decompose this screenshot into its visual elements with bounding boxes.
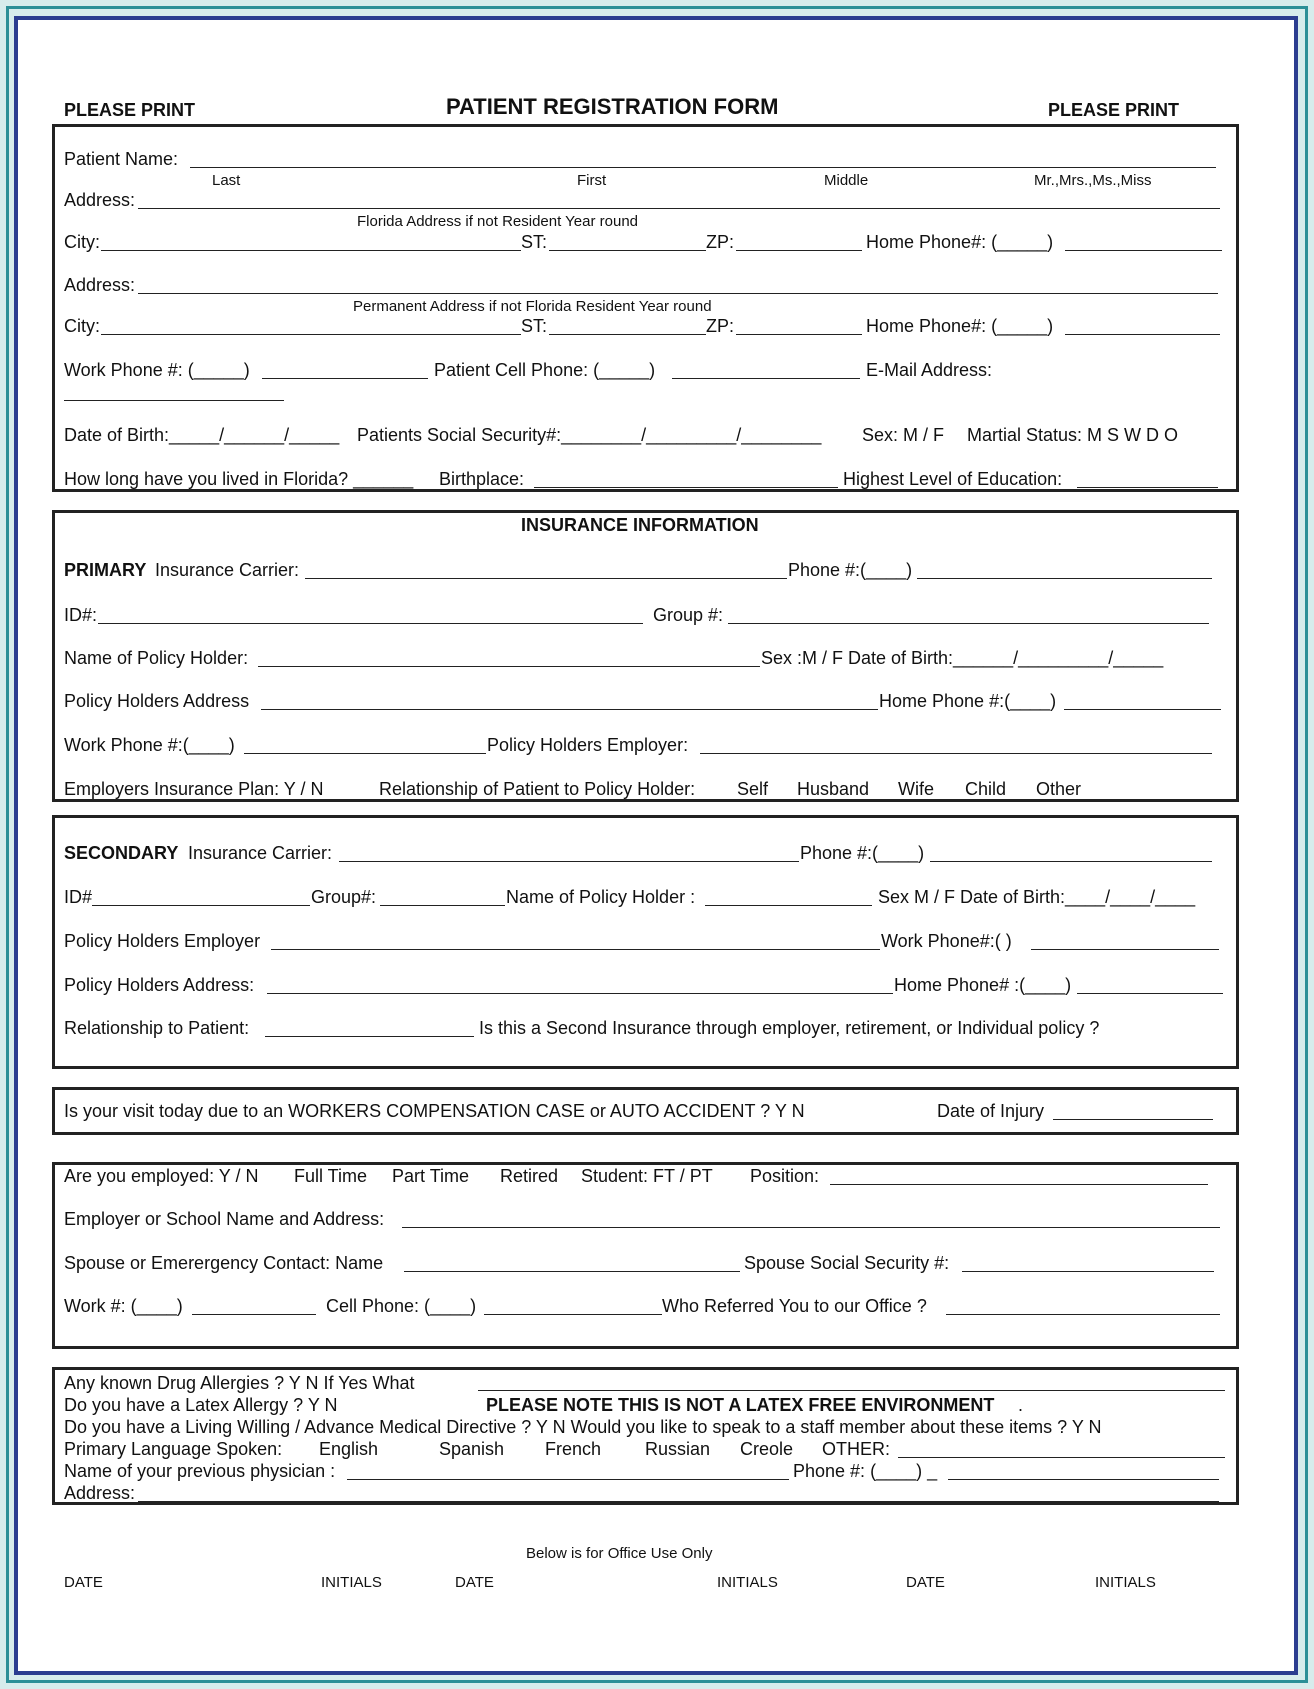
primary-group-field[interactable] [728,623,1209,624]
cell-phone-label: Patient Cell Phone: (_____) [434,360,656,380]
secondary-sex-dob: Sex M / F Date of Birth:____/____/____ [878,887,1196,907]
rel-wife-option[interactable]: Wife [898,779,934,799]
office-date-1: DATE [64,1574,103,1591]
office-use-heading: Below is for Office Use Only [526,1545,713,1562]
holder-home-phone-label: Home Phone #:(____) [879,691,1057,711]
please-print-left: PLEASE PRINT [64,100,196,120]
secondary-holder-label: Name of Policy Holder : [506,887,696,907]
visit-question: Is your visit today due to an WORKERS COMPENSATION CASE or AUTO ACCIDENT ? Y N [64,1101,805,1121]
previous-physician-label: Name of your previous physician : [64,1461,336,1481]
patient-name-label: Patient Name: [64,149,179,169]
state2-label: ST: [521,316,548,336]
email-field[interactable] [64,400,284,401]
work-phone-field[interactable] [262,378,428,379]
home-phone2-field[interactable] [1065,334,1220,335]
latex-warning: PLEASE NOTE THIS IS NOT A LATEX FREE ENVIRONMENT [486,1395,995,1415]
lang-russian-option[interactable]: Russian [645,1439,711,1459]
secondary-employer-label: Policy Holders Employer [64,931,261,951]
rel-child-option[interactable]: Child [965,779,1007,799]
office-initials-3: INITIALS [1095,1574,1156,1591]
primary-phone-label: Phone #:(____) [788,560,913,580]
patient-name-field[interactable] [190,167,1216,168]
spouse-contact-field[interactable] [404,1271,740,1272]
holder-employer-field[interactable] [700,753,1212,754]
second-insurance-question: Is this a Second Insurance through employer, retirement, or Individual policy ? [479,1018,1100,1038]
drug-allergies-label: Any known Drug Allergies ? Y N If Yes What [64,1373,415,1393]
education-label: Highest Level of Education: [843,469,1063,489]
primary-carrier-label: Insurance Carrier: [155,560,300,580]
retired-option[interactable]: Retired [500,1166,559,1186]
language-label: Primary Language Spoken: [64,1439,283,1459]
address-field[interactable] [138,208,1220,209]
primary-phone-field[interactable] [917,578,1212,579]
please-print-right: PLEASE PRINT [1048,100,1180,120]
home-phone-field[interactable] [1065,250,1222,251]
secondary-carrier-label: Insurance Carrier: [188,843,333,863]
work-number-field[interactable] [192,1314,316,1315]
employer-school-field[interactable] [402,1227,1220,1228]
primary-label: PRIMARY [64,560,147,580]
middle-name-caption: Middle [824,172,869,189]
florida-residence-label: How long have you lived in Florida? ______ [64,469,414,489]
position-label: Position: [750,1166,820,1186]
page-title: PATIENT REGISTRATION FORM [446,94,779,119]
physician-address-label: Address: [64,1483,136,1503]
work-number-label: Work #: (____) [64,1296,183,1316]
permanent-address-note: Permanent Address if not Florida Resident Year round [353,298,712,315]
birthplace-field[interactable] [534,487,838,488]
student-option[interactable]: Student: FT / PT [581,1166,713,1186]
birthplace-label: Birthplace: [439,469,525,489]
first-name-caption: First [577,172,607,189]
zip2-field[interactable] [736,334,862,335]
spouse-ssn-field[interactable] [962,1271,1214,1272]
referred-label: Who Referred You to our Office ? [662,1296,927,1316]
employer-school-label: Employer or School Name and Address: [64,1209,385,1229]
lang-other-label: OTHER: [822,1439,891,1459]
part-time-option[interactable]: Part Time [392,1166,470,1186]
relationship-label: Relationship of Patient to Policy Holder: [379,779,696,799]
last-name-caption: Last [212,172,241,189]
zip-field[interactable] [736,250,862,251]
education-field[interactable] [1077,487,1218,488]
lang-french-option[interactable]: French [545,1439,602,1459]
holder-work-phone-field[interactable] [244,753,486,754]
address2-label: Address: [64,275,136,295]
secondary-group-label: Group#: [311,887,377,907]
office-initials-2: INITIALS [717,1574,778,1591]
primary-carrier-field[interactable] [305,578,787,579]
lang-english-option[interactable]: English [319,1439,379,1459]
primary-group-label: Group #: [653,605,724,625]
address2-field[interactable] [138,293,1218,294]
holder-home-phone-field[interactable] [1064,709,1221,710]
referred-field[interactable] [946,1314,1220,1315]
secondary-work-phone-label: Work Phone#:( ) [881,931,1012,951]
secondary-address-field[interactable] [267,993,893,994]
sex-label: Sex: M / F [862,425,945,445]
secondary-employer-field[interactable] [271,949,880,950]
office-initials-1: INITIALS [321,1574,382,1591]
rel-other-option[interactable]: Other [1036,779,1082,799]
secondary-address-label: Policy Holders Address: [64,975,255,995]
office-date-3: DATE [906,1574,945,1591]
home-phone-label: Home Phone#: (_____) [866,232,1054,252]
cell-phone-field[interactable] [672,378,860,379]
home-phone2-label: Home Phone#: (_____) [866,316,1054,336]
employed-label: Are you employed: Y / N [64,1166,259,1186]
previous-physician-field[interactable] [347,1479,789,1480]
cell-phone2-field[interactable] [484,1314,662,1315]
state2-field[interactable] [549,334,706,335]
office-date-2: DATE [455,1574,494,1591]
cell-phone2-label: Cell Phone: (____) [326,1296,477,1316]
city2-field[interactable] [101,334,521,335]
lang-spanish-option[interactable]: Spanish [439,1439,505,1459]
secondary-carrier-field[interactable] [339,861,799,862]
living-will-label: Do you have a Living Willing / Advance Medical Directive ? Y N Would you like to speak to a staff member about these items ? Y N [64,1417,1102,1437]
city-label: City: [64,232,100,252]
email-label: E-Mail Address: [866,360,993,380]
secondary-group-field[interactable] [380,905,505,906]
secondary-relationship-label: Relationship to Patient: [64,1018,250,1038]
primary-id-label: ID#: [64,605,98,625]
marital-status-label: Martial Status: M S W D O [967,425,1179,445]
secondary-id-label: ID# [64,887,93,907]
work-phone-label: Work Phone #: (_____) [64,360,250,380]
secondary-home-phone-field[interactable] [1077,993,1223,994]
policy-holder-sex-dob: Sex :M / F Date of Birth:______/_________/_____ [761,648,1164,668]
position-field[interactable] [830,1184,1208,1185]
zip2-label: ZP: [706,316,735,336]
rel-self-option[interactable]: Self [737,779,769,799]
state-label: ST: [521,232,548,252]
primary-id-field[interactable] [98,623,643,624]
secondary-label: SECONDARY [64,843,179,863]
spouse-ssn-label: Spouse Social Security #: [744,1253,950,1273]
employer-plan-label: Employers Insurance Plan: Y / N [64,779,324,799]
lang-creole-option[interactable]: Creole [740,1439,794,1459]
rel-husband-option[interactable]: Husband [797,779,870,799]
spouse-contact-label: Spouse or Emerergency Contact: Name [64,1253,384,1273]
state-field[interactable] [549,250,706,251]
latex-warning-period: . [1018,1395,1024,1415]
dob-label: Date of Birth:_____/______/_____ [64,425,340,445]
secondary-phone-label: Phone #:(____) [800,843,925,863]
injury-date-field[interactable] [1053,1119,1213,1120]
holder-employer-label: Policy Holders Employer: [487,735,689,755]
florida-address-note: Florida Address if not Resident Year round [357,213,639,230]
holder-work-phone-label: Work Phone #:(____) [64,735,235,755]
policy-holder-label: Name of Policy Holder: [64,648,249,668]
holder-address-field[interactable] [261,709,878,710]
secondary-phone-field[interactable] [930,861,1212,862]
ssn-label: Patients Social Security#:________/_________/________ [357,425,822,445]
physician-address-field[interactable] [138,1501,1219,1502]
address-label: Address: [64,190,136,210]
salutation-caption: Mr.,Mrs.,Ms.,Miss [1034,172,1152,189]
secondary-holder-field[interactable] [705,905,872,906]
physician-phone-label: Phone #: (____) _ [793,1461,938,1481]
city-field[interactable] [101,250,521,251]
secondary-id-field[interactable] [92,905,310,906]
city2-label: City: [64,316,100,336]
injury-date-label: Date of Injury [937,1101,1045,1121]
secondary-relationship-field[interactable] [265,1036,474,1037]
physician-phone-field[interactable] [948,1479,1219,1480]
secondary-home-phone-label: Home Phone# :(____) [894,975,1072,995]
policy-holder-field[interactable] [258,666,760,667]
drug-allergies-field[interactable] [478,1390,1225,1391]
insurance-heading: INSURANCE INFORMATION [521,515,759,535]
zip-label: ZP: [706,232,735,252]
latex-allergy-label: Do you have a Latex Allergy ? Y N [64,1395,338,1415]
secondary-work-phone-field[interactable] [1031,949,1219,950]
lang-other-field[interactable] [898,1457,1225,1458]
holder-address-label: Policy Holders Address [64,691,250,711]
full-time-option[interactable]: Full Time [294,1166,368,1186]
